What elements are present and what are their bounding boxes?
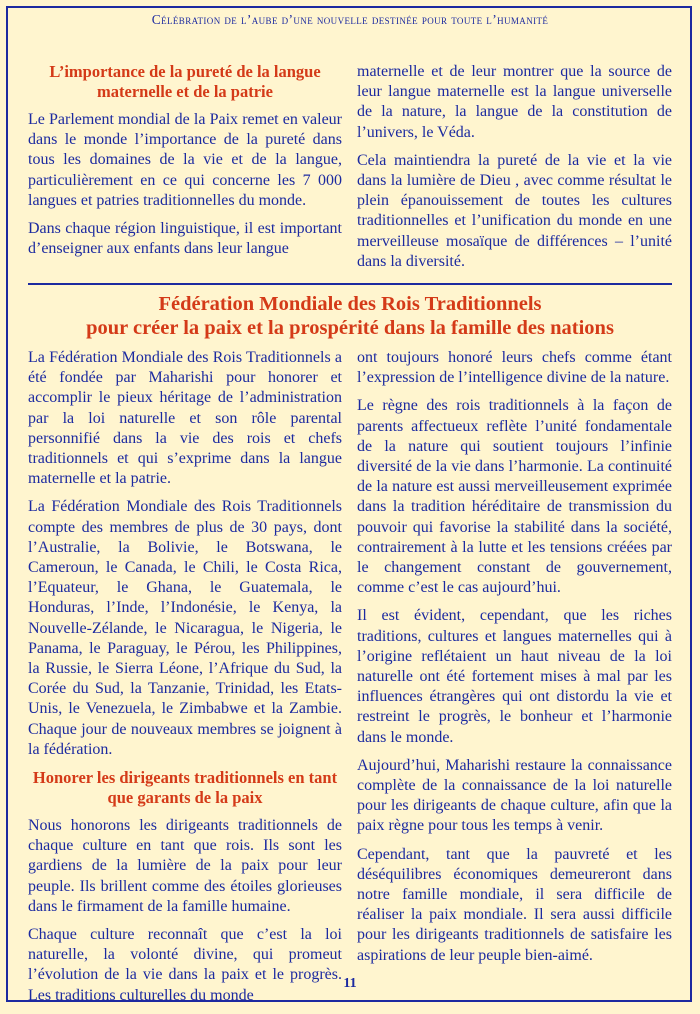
paragraph: Chaque culture reconnaît que c’est la loi naturelle, la volonté divine, qui promeut l’évolution de la vie dans la paix et le progrès. Les traditions culturelles du monde	[28, 926, 342, 1004]
section2-right-column	[357, 348, 672, 974]
section2-left-column	[28, 348, 342, 1014]
paragraph: Cependant, tant que la pauvreté et les déséquilibres économiques demeureront dans notre famille mondiale, il sera difficile de réaliser la paix mondiale. Il sera aussi difficile pour les dirigeants traditionnels de satisfaire les aspirations de leur peuple bien-aimé.	[357, 845, 672, 964]
subheading: Honorer les dirigeants traditionnels en tant que garants de la paix	[32, 768, 338, 808]
paragraph: Le règne des rois traditionnels à la façon de parents affectueux reflète l’unité fondamentale de la nature qui soutient toujours l’infinie diversité de la vie dans l’harmonie. La continuité de la nature est aussi merveilleusement exprimée dans la tradition héréditaire de transmission du pouvoir qui favorise la stabilité dans la société, contrairement à la lutte et les tensions créées par le changement constant de gouvernement, comme c’est le cas aujourd’hui.	[357, 397, 672, 597]
paragraph: La Fédération Mondiale des Rois Traditionnels compte des membres de plus de 30 pays, dont l’Australie, la Bolivie, le Botswana, le Cameroun, le Canada, le Chili, le Costa Rica, l’Equateur, le Ghana, le Guatemala, le Honduras, l’Inde, l’Indonésie, le Kenya, la Nouvelle-Zélande, le Nicaragua, le Nigeria, le Panama, le Paraguay, le Pérou, les Philippines, la Russie, le Sierra Léone, l’Afrique du Sud, la Corée du Sud, la Tanzanie, Trinidad, les Etats-Unis, le Venezuela, le Zimbabwe et la Zambie. Chaque jour de nouveaux membres se joignent à la fédération.	[28, 498, 342, 758]
paragraph: Aujourd’hui, Maharishi restaure la connaissance complète de la connaissance de la loi naturelle pour les dirigeants de chaque culture, afin que la paix règne pour tous les temps à venir.	[357, 756, 672, 835]
section2-title-line1: Fédération Mondiale des Rois Traditionnels	[158, 293, 542, 315]
section1-right-column	[357, 62, 672, 280]
section2-title	[0, 292, 700, 340]
paragraph: Le Parlement mondial de la Paix remet en valeur dans le monde l’importance de la pureté dans tous les domaines de la vie et de la langue, particulièrement en ce qui concerne les 7 000 langues et patries traditionnelles du monde.	[28, 111, 342, 209]
paragraph: Nous honorons les dirigeants traditionnels de chaque culture en tant que rois. Ils sont les gardiens de la lumière de la paix pour leur peuple. Ils brillent comme des étoiles glorieuses dans le firmament de la famille humaine.	[28, 817, 342, 915]
paragraph: La Fédération Mondiale des Rois Traditionnels a été fondée par Maharishi pour honorer et accomplir le pieux héritage de l’administration par la loi naturelle et son rôle parental personnifié dans la vie des rois et chefs traditionnels et qui s’exprime dans la langue maternelle et la patrie.	[28, 349, 342, 488]
section-divider	[28, 283, 672, 285]
paragraph: ont toujours honoré leurs chefs comme étant l’expression de l’intelligence divine de la nature.	[357, 349, 672, 387]
paragraph: Il est évident, cependant, que les riches traditions, cultures et langues maternelles qui à l’origine reflétaient un haut niveau de la loi naturelle ont été fortement mises à mal par les influences étrangères qui ont distordu la vie et restreint le progrès, le bonheur et l’harmonie dans le monde.	[357, 607, 672, 746]
running-header: Célébration de l’aube d’une nouvelle destinée pour toute l’humanité	[151, 12, 549, 27]
paragraph: maternelle et de leur montrer que la source de leur langue maternelle est la langue universelle de la nature, la langue de la constitution de l’univers, le Véda.	[357, 63, 672, 141]
paragraph: Cela maintiendra la pureté de la vie et la vie dans la lumière de Dieu , avec comme résultat le plein épanouissement de toutes les cultures traditionnelles et l’unification du monde en une merveilleuse mosaïque de différences – l’unité dans la diversité.	[357, 151, 672, 270]
section1-title: L’importance de la pureté de la langue maternelle et de la patrie	[49, 62, 321, 101]
section2-title-line2: pour créer la paix et la prospérité dans la famille des nations	[86, 317, 614, 339]
paragraph: Dans chaque région linguistique, il est important d’enseigner aux enfants dans leur langue	[28, 220, 342, 258]
page-number: 11	[343, 976, 357, 991]
section1-left-column	[28, 62, 342, 267]
